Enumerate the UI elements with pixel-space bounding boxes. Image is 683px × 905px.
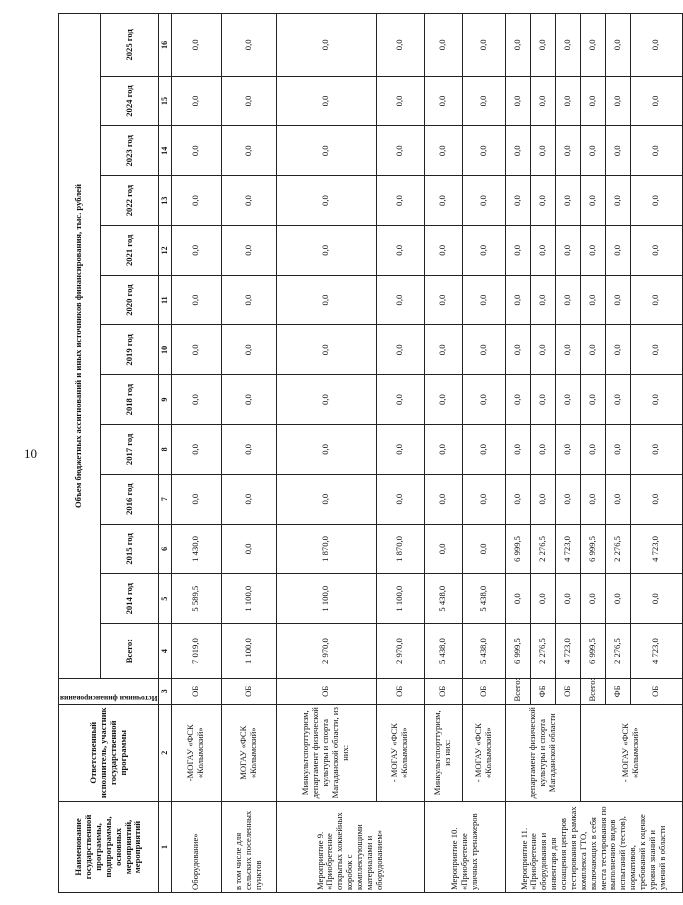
year-value-cell: 0,0 (424, 375, 462, 425)
total-value-cell: 4 723,0 (630, 624, 682, 679)
year-value-cell: 0,0 (376, 375, 424, 425)
year-value-cell: 1 100,0 (276, 574, 376, 624)
table-row (505, 14, 530, 893)
year-value-cell: 0,0 (424, 275, 462, 325)
year-value-cell: 0,0 (555, 375, 580, 425)
year-value-cell: 0,0 (171, 275, 221, 325)
page-number: 10 (24, 446, 37, 461)
activity-name-cell: Мероприятие 9. «Приобретение открытых хоккейных коробок с комплектующими материалами и оборудованием» (276, 801, 424, 892)
year-value-cell: 0,0 (555, 176, 580, 226)
year-value-cell: 0,0 (376, 225, 424, 275)
year-value-cell: 0,0 (630, 14, 682, 77)
year-value-cell: 0,0 (276, 76, 376, 126)
year-value-cell: 1 430,0 (171, 524, 221, 574)
source-cell: Всего: (505, 679, 530, 704)
year-value-cell: 0,0 (424, 425, 462, 475)
year-value-cell: 0,0 (462, 375, 505, 425)
rotated-table-wrapper (58, 13, 667, 893)
year-value-cell: 0,0 (221, 275, 276, 325)
header-year: 2022 год (100, 176, 159, 226)
year-value-cell: 0,0 (276, 474, 376, 524)
year-value-cell: 1 870,0 (276, 524, 376, 574)
year-value-cell: 0,0 (221, 225, 276, 275)
year-value-cell: 0,0 (630, 126, 682, 176)
year-value-cell: 5 438,0 (462, 574, 505, 624)
table-row (221, 14, 276, 893)
year-value-cell: 0,0 (424, 325, 462, 375)
year-value-cell: 0,0 (276, 225, 376, 275)
year-value-cell: 0,0 (505, 574, 530, 624)
year-value-cell: 0,0 (580, 176, 605, 226)
year-value-cell: 0,0 (221, 14, 276, 77)
year-value-cell: 0,0 (171, 176, 221, 226)
column-numbers-row (159, 14, 171, 893)
year-value-cell: 0,0 (555, 574, 580, 624)
year-value-cell: 0,0 (580, 574, 605, 624)
year-value-cell: 0,0 (424, 225, 462, 275)
year-value-cell: 0,0 (171, 375, 221, 425)
executor-cell: МОГАУ «ФСК «Колымский» (221, 704, 276, 801)
year-value-cell: 0,0 (221, 325, 276, 375)
year-value-cell: 0,0 (462, 176, 505, 226)
year-value-cell: 0,0 (580, 474, 605, 524)
header-year: 2019 год (100, 325, 159, 375)
total-value-cell: 2 276,5 (605, 624, 630, 679)
year-value-cell: 0,0 (580, 14, 605, 77)
source-cell: ФБ (530, 679, 555, 704)
header-executor: Ответственный исполнитель, участник государственной программы (59, 704, 159, 801)
year-value-cell: 0,0 (505, 14, 530, 77)
header-year: 2025 год (100, 14, 159, 77)
table-row (276, 14, 376, 893)
header-year: 2015 год (100, 524, 159, 574)
total-value-cell: 7 019,0 (171, 624, 221, 679)
year-value-cell: 0,0 (376, 176, 424, 226)
activity-name-cell: Оборудование» (171, 801, 221, 892)
year-value-cell: 0,0 (462, 425, 505, 475)
column-number-cell: 15 (159, 76, 171, 126)
total-value-cell: 6 999,5 (580, 624, 605, 679)
column-number-cell: 1 (159, 801, 171, 892)
executor-cell: -МОГАУ «ФСК «Колымский» (171, 704, 221, 801)
source-cell: ОБ (462, 679, 505, 704)
activity-name-cell: Мероприятие 10. «Приобретение уличных тренажеров (424, 801, 505, 892)
column-number-cell: 3 (159, 679, 171, 704)
year-value-cell: 0,0 (605, 425, 630, 475)
executor-cell: Минкультспорттуризм, департамент физической культуры и спорта Магаданской области, из них: (276, 704, 376, 801)
year-value-cell: 0,0 (630, 275, 682, 325)
year-value-cell: 0,0 (580, 425, 605, 475)
executor-cell: - МОГАУ «ФСК «Колымский» (462, 704, 505, 801)
year-value-cell: 0,0 (221, 425, 276, 475)
year-value-cell: 0,0 (530, 14, 555, 77)
source-cell: ОБ (630, 679, 682, 704)
year-value-cell: 0,0 (376, 126, 424, 176)
year-value-cell: 0,0 (605, 325, 630, 375)
year-value-cell: 0,0 (424, 76, 462, 126)
year-value-cell: 0,0 (505, 225, 530, 275)
column-number-cell: 6 (159, 524, 171, 574)
year-value-cell: 0,0 (580, 275, 605, 325)
header-total: Всего: (100, 624, 159, 679)
year-value-cell: 0,0 (462, 126, 505, 176)
year-value-cell: 0,0 (530, 176, 555, 226)
year-value-cell: 0,0 (171, 225, 221, 275)
year-value-cell: 0,0 (630, 76, 682, 126)
year-value-cell: 0,0 (605, 225, 630, 275)
year-value-cell: 0,0 (555, 275, 580, 325)
total-value-cell: 2 970,0 (376, 624, 424, 679)
table-row (171, 14, 221, 893)
header-financing: Объем бюджетных ассигнований и иных источников финансирования, тыс. рублей (59, 14, 101, 679)
year-value-cell: 0,0 (630, 225, 682, 275)
year-value-cell: 4 723,0 (630, 524, 682, 574)
year-value-cell: 0,0 (530, 76, 555, 126)
year-value-cell: 0,0 (530, 474, 555, 524)
header-source: Источники финансирования (59, 679, 159, 704)
header-year: 2018 год (100, 375, 159, 425)
table-row (424, 14, 462, 893)
year-value-cell: 0,0 (276, 176, 376, 226)
year-value-cell: 0,0 (376, 275, 424, 325)
year-value-cell: 5 438,0 (424, 574, 462, 624)
column-number-cell: 12 (159, 225, 171, 275)
total-value-cell: 2 276,5 (530, 624, 555, 679)
header-year: 2017 год (100, 425, 159, 475)
year-value-cell: 0,0 (221, 474, 276, 524)
year-value-cell: 0,0 (276, 14, 376, 77)
year-value-cell: 0,0 (424, 524, 462, 574)
year-value-cell: 0,0 (580, 325, 605, 375)
year-value-cell: 0,0 (276, 375, 376, 425)
header-name: Наименование государственной программы, подпрограммы, основных мероприятий, мероприятий (59, 801, 159, 892)
header-year: 2016 год (100, 474, 159, 524)
source-cell: ОБ (276, 679, 376, 704)
year-value-cell: 1 870,0 (376, 524, 424, 574)
year-value-cell: 0,0 (630, 474, 682, 524)
total-value-cell: 1 100,0 (221, 624, 276, 679)
year-value-cell: 0,0 (555, 126, 580, 176)
year-value-cell: 0,0 (424, 474, 462, 524)
column-number-cell: 5 (159, 574, 171, 624)
year-value-cell: 0,0 (171, 474, 221, 524)
year-value-cell: 0,0 (505, 375, 530, 425)
source-cell: Всего: (580, 679, 605, 704)
year-value-cell: 0,0 (171, 76, 221, 126)
year-value-cell: 0,0 (376, 474, 424, 524)
activity-name-cell: в том числе для сельских поселенных пунктов (221, 801, 276, 892)
year-value-cell: 0,0 (462, 225, 505, 275)
year-value-cell: 1 100,0 (376, 574, 424, 624)
year-value-cell: 0,0 (580, 126, 605, 176)
year-value-cell: 2 276,5 (530, 524, 555, 574)
year-value-cell: 0,0 (221, 126, 276, 176)
year-value-cell: 4 723,0 (555, 524, 580, 574)
column-number-cell: 13 (159, 176, 171, 226)
column-number-cell: 9 (159, 375, 171, 425)
table-body (159, 14, 682, 893)
year-value-cell: 0,0 (424, 126, 462, 176)
year-value-cell: 0,0 (221, 76, 276, 126)
year-value-cell: 0,0 (376, 425, 424, 475)
year-value-cell: 0,0 (376, 76, 424, 126)
year-value-cell: 0,0 (505, 275, 530, 325)
year-value-cell: 0,0 (505, 425, 530, 475)
year-value-cell: 0,0 (605, 76, 630, 126)
year-value-cell: 5 589,5 (171, 574, 221, 624)
executor-cell: - МОГАУ «ФСК «Колымский» (580, 704, 682, 801)
total-value-cell: 4 723,0 (555, 624, 580, 679)
year-value-cell: 0,0 (530, 225, 555, 275)
table-row (462, 14, 505, 893)
column-number-cell: 11 (159, 275, 171, 325)
source-cell: ОБ (376, 679, 424, 704)
column-number-cell: 2 (159, 704, 171, 801)
year-value-cell: 0,0 (530, 126, 555, 176)
table-row (580, 14, 605, 893)
year-value-cell: 0,0 (462, 474, 505, 524)
source-cell: ОБ (171, 679, 221, 704)
year-value-cell: 0,0 (630, 176, 682, 226)
source-cell: ОБ (555, 679, 580, 704)
year-value-cell: 0,0 (462, 275, 505, 325)
year-value-cell: 1 100,0 (221, 574, 276, 624)
year-value-cell: 0,0 (555, 14, 580, 77)
year-value-cell: 0,0 (555, 225, 580, 275)
year-value-cell: 0,0 (555, 425, 580, 475)
total-value-cell: 2 970,0 (276, 624, 376, 679)
year-value-cell: 0,0 (580, 225, 605, 275)
year-value-cell: 0,0 (530, 425, 555, 475)
year-value-cell: 0,0 (171, 325, 221, 375)
year-value-cell: 0,0 (462, 76, 505, 126)
column-number-cell: 16 (159, 14, 171, 77)
year-value-cell: 0,0 (171, 126, 221, 176)
year-value-cell: 0,0 (530, 375, 555, 425)
total-value-cell: 5 438,0 (424, 624, 462, 679)
executor-cell: Минкультспорттуризм, из них: (424, 704, 462, 801)
executor-cell: департамент физической культуры и спорта Магаданской области (505, 704, 580, 801)
year-value-cell: 0,0 (505, 176, 530, 226)
year-value-cell: 0,0 (605, 275, 630, 325)
year-value-cell: 0,0 (630, 325, 682, 375)
year-value-cell: 0,0 (630, 574, 682, 624)
year-value-cell: 0,0 (505, 474, 530, 524)
year-value-cell: 0,0 (171, 14, 221, 77)
year-value-cell: 0,0 (605, 126, 630, 176)
financing-table (58, 13, 683, 893)
year-value-cell: 0,0 (555, 474, 580, 524)
source-cell: ОБ (221, 679, 276, 704)
year-value-cell: 0,0 (530, 325, 555, 375)
year-value-cell: 0,0 (505, 126, 530, 176)
year-value-cell: 0,0 (276, 325, 376, 375)
year-value-cell: 0,0 (171, 425, 221, 475)
total-value-cell: 5 438,0 (462, 624, 505, 679)
year-value-cell: 0,0 (530, 275, 555, 325)
header-year: 2014 год (100, 574, 159, 624)
year-value-cell: 0,0 (462, 14, 505, 77)
source-cell: ФБ (605, 679, 630, 704)
header-year: 2020 год (100, 275, 159, 325)
year-value-cell: 0,0 (605, 574, 630, 624)
year-value-cell: 0,0 (580, 375, 605, 425)
year-value-cell: 0,0 (276, 275, 376, 325)
year-value-cell: 0,0 (605, 375, 630, 425)
year-value-cell: 0,0 (462, 524, 505, 574)
year-value-cell: 0,0 (630, 425, 682, 475)
total-value-cell: 6 999,5 (505, 624, 530, 679)
year-value-cell: 0,0 (462, 325, 505, 375)
source-cell: ОБ (424, 679, 462, 704)
year-value-cell: 6 999,5 (580, 524, 605, 574)
year-value-cell: 0,0 (505, 76, 530, 126)
executor-cell: - МОГАУ «ФСК «Колымский» (376, 704, 424, 801)
header-year: 2021 год (100, 225, 159, 275)
header-year: 2024 год (100, 76, 159, 126)
year-value-cell: 0,0 (555, 76, 580, 126)
column-number-cell: 8 (159, 425, 171, 475)
year-value-cell: 6 999,5 (505, 524, 530, 574)
column-number-cell: 14 (159, 126, 171, 176)
table-row (376, 14, 424, 893)
year-value-cell: 0,0 (221, 524, 276, 574)
activity-name-cell: Мероприятие 11. «Приобретение оборудования и инвентаря для оснащения центров тестирования в рамках комплекса ГТО, включающих в себя места тестирования по выполнению видов испытаний (тестов), нормативов, требований к оценке уровня знаний и умений в области (505, 801, 682, 892)
year-value-cell: 0,0 (605, 176, 630, 226)
year-value-cell: 0,0 (630, 375, 682, 425)
header-year: 2023 год (100, 126, 159, 176)
year-value-cell: 0,0 (376, 14, 424, 77)
year-value-cell: 0,0 (376, 325, 424, 375)
year-value-cell: 0,0 (221, 176, 276, 226)
column-number-cell: 7 (159, 474, 171, 524)
year-value-cell: 0,0 (424, 14, 462, 77)
year-value-cell: 0,0 (505, 325, 530, 375)
year-value-cell: 0,0 (605, 14, 630, 77)
year-value-cell: 0,0 (276, 126, 376, 176)
year-value-cell: 2 276,5 (605, 524, 630, 574)
year-value-cell: 0,0 (580, 76, 605, 126)
year-value-cell: 0,0 (276, 425, 376, 475)
year-value-cell: 0,0 (605, 474, 630, 524)
year-value-cell: 0,0 (530, 574, 555, 624)
year-value-cell: 0,0 (555, 325, 580, 375)
year-value-cell: 0,0 (424, 176, 462, 226)
column-number-cell: 10 (159, 325, 171, 375)
column-number-cell: 4 (159, 624, 171, 679)
year-value-cell: 0,0 (221, 375, 276, 425)
